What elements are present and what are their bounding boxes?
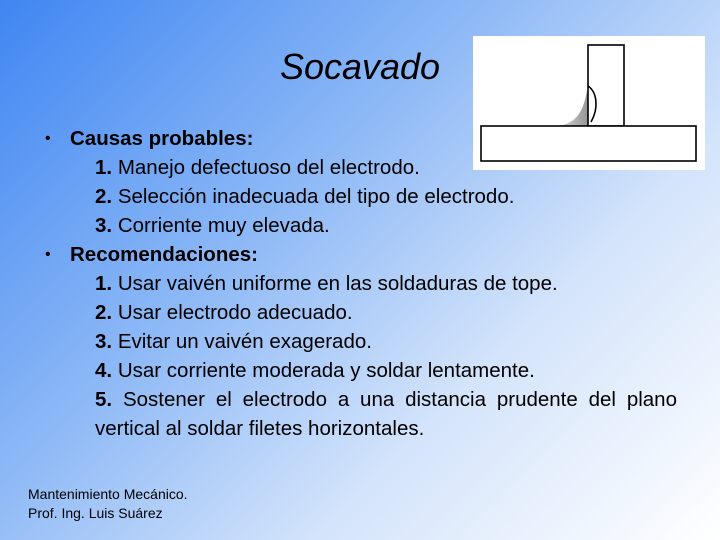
item-text: Usar electrodo adecuado.	[117, 301, 353, 324]
footer-course: Mantenimiento Mecánico.	[28, 486, 188, 502]
list-item	[45, 269, 677, 298]
item-number: 3.	[95, 214, 113, 237]
section-recomendaciones	[45, 240, 677, 269]
slide-title: Socavado	[279, 46, 441, 87]
item-text: Evitar un vaivén exagerado.	[117, 330, 372, 353]
vertical-plate	[588, 45, 624, 126]
slide-content	[45, 124, 677, 443]
item-number: 2.	[95, 185, 113, 208]
section-heading: Recomendaciones:	[70, 243, 258, 266]
section-causas	[45, 124, 677, 153]
item-number: 2.	[95, 301, 113, 324]
list-item	[45, 385, 677, 443]
bullet-icon: •	[45, 130, 51, 147]
item-text: Sostener el electrodo a una distancia prudente del plano vertical al soldar filetes horizontales.	[95, 388, 677, 440]
footer-author: Prof. Ing. Luis Suárez	[28, 505, 163, 521]
slide-footer	[28, 485, 188, 523]
list-item	[45, 211, 677, 240]
item-text: Usar vaivén uniforme en las soldaduras de tope.	[117, 272, 558, 295]
item-text: Selección inadecuada del tipo de electrodo.	[117, 185, 515, 208]
item-number: 1.	[95, 272, 113, 295]
list-item	[45, 327, 677, 356]
list-item	[45, 153, 677, 182]
item-number: 5.	[95, 388, 113, 411]
item-number: 3.	[95, 330, 113, 353]
item-number: 4.	[95, 359, 113, 382]
list-item	[45, 182, 677, 211]
list-item	[45, 356, 677, 385]
bullet-icon: •	[45, 246, 51, 263]
item-number: 1.	[95, 156, 113, 179]
item-text: Manejo defectuoso del electrodo.	[117, 156, 420, 179]
item-text: Corriente muy elevada.	[117, 214, 330, 237]
section-heading: Causas probables:	[70, 127, 254, 150]
list-item	[45, 298, 677, 327]
item-text: Usar corriente moderada y soldar lentamente.	[117, 359, 535, 382]
